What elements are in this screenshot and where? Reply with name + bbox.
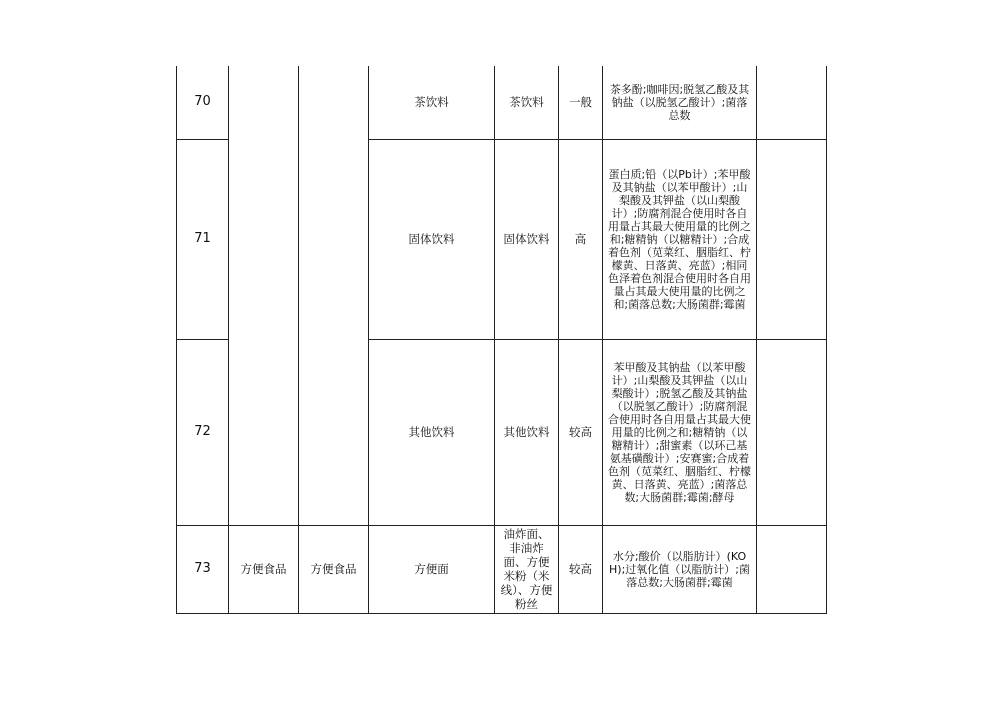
note-cell	[757, 525, 827, 613]
table-row	[177, 525, 827, 613]
food-subcategory: 茶饮料	[495, 66, 559, 139]
table-row	[177, 66, 827, 139]
row-number: 71	[177, 139, 229, 339]
row-number: 73	[177, 525, 229, 613]
food-subcategory: 固体饮料	[495, 139, 559, 339]
risk-level: 较高	[559, 339, 603, 525]
food-category: 其他饮料	[369, 339, 495, 525]
food-subgroup-cell	[299, 66, 369, 525]
food-group-cell	[229, 66, 299, 525]
food-subcategory: 油炸面、非油炸面、方便米粉（米线）、方便粉丝	[495, 525, 559, 613]
food-category: 方便面	[369, 525, 495, 613]
risk-level: 一般	[559, 66, 603, 139]
risk-level: 高	[559, 139, 603, 339]
note-cell	[757, 66, 827, 139]
food-group: 方便食品	[229, 525, 299, 613]
food-subcategory: 其他饮料	[495, 339, 559, 525]
food-inspection-table	[176, 66, 827, 614]
inspection-items: 苯甲酸及其钠盐（以苯甲酸计）;山梨酸及其钾盐（以山梨酸计）;脱氢乙酸及其钠盐（以脱氢乙酸计）;防腐剂混合使用时各自用量占其最大使用量的比例之和;糖精钠（以糖精计）;甜蜜素（以环己基氨基磺酸计）;安赛蜜;合成着色剂（苋菜红、胭脂红、柠檬黄、日落黄、亮蓝）;菌落总数;大肠菌群;霉菌;酵母	[603, 339, 757, 525]
row-number: 70	[177, 66, 229, 139]
note-cell	[757, 139, 827, 339]
row-number: 72	[177, 339, 229, 525]
inspection-items: 蛋白质;铅（以Pb计）;苯甲酸及其钠盐（以苯甲酸计）;山梨酸及其钾盐（以山梨酸计）;防腐剂混合使用时各自用量占其最大使用量的比例之和;糖精钠（以糖精计）;合成着色剂（苋菜红、胭脂红、柠檬黄、日落黄、亮蓝）;相同色泽着色剂混合使用时各自用量占其最大使用量的比例之和;菌落总数;大肠菌群;霉菌	[603, 139, 757, 339]
inspection-items: 水分;酸价（以脂肪计）(KOH);过氧化值（以脂肪计）;菌落总数;大肠菌群;霉菌	[603, 525, 757, 613]
note-cell	[757, 339, 827, 525]
food-category: 固体饮料	[369, 139, 495, 339]
risk-level: 较高	[559, 525, 603, 613]
food-category: 茶饮料	[369, 66, 495, 139]
inspection-items: 茶多酚;咖啡因;脱氢乙酸及其钠盐（以脱氢乙酸计）;菌落总数	[603, 66, 757, 139]
food-subgroup: 方便食品	[299, 525, 369, 613]
